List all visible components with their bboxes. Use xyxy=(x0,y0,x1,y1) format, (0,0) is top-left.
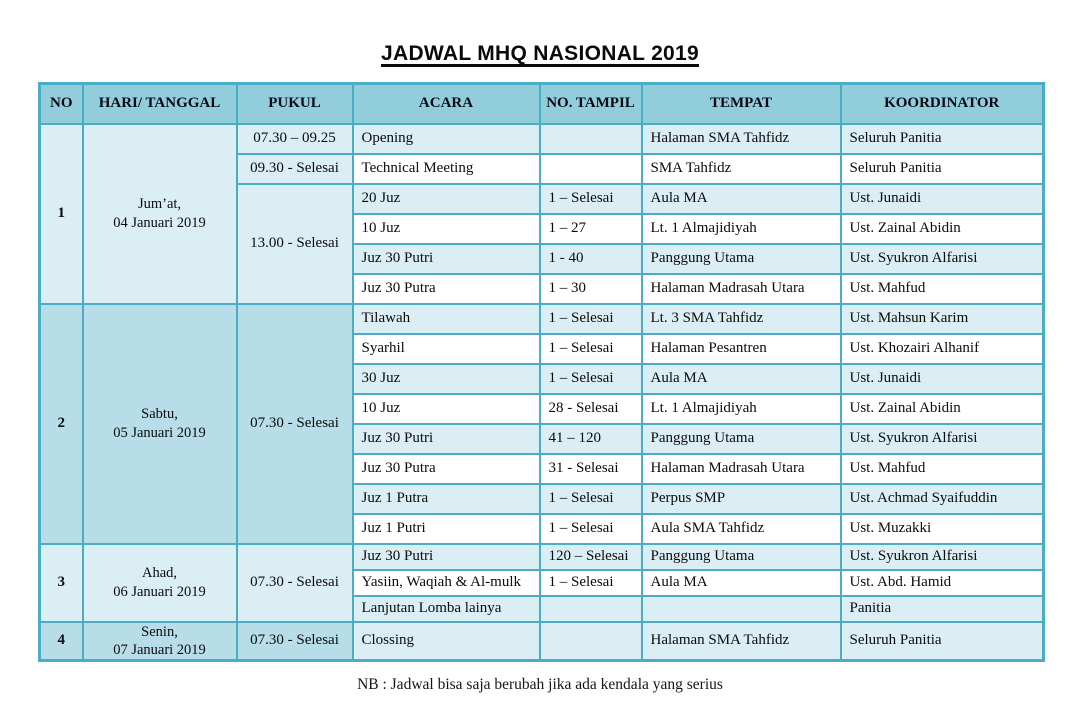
cell-pukul: 07.30 – 09.25 xyxy=(237,124,353,154)
cell-tampil xyxy=(540,124,642,154)
table-row xyxy=(40,124,1044,154)
table-row xyxy=(40,544,1044,570)
cell-tempat: Halaman Madrasah Utara xyxy=(642,454,841,484)
day-line: 07 Januari 2019 xyxy=(113,641,206,658)
cell-koordinator: Panitia xyxy=(841,596,1044,622)
column-header: PUKUL xyxy=(237,84,353,124)
column-header: TEMPAT xyxy=(642,84,841,124)
cell-acara: 10 Juz xyxy=(353,214,540,244)
cell-koordinator: Seluruh Panitia xyxy=(841,154,1044,184)
cell-tampil: 1 – Selesai xyxy=(540,184,642,214)
column-header: KOORDINATOR xyxy=(841,84,1044,124)
table-header xyxy=(40,84,1044,124)
cell-tempat: Panggung Utama xyxy=(642,244,841,274)
cell-koordinator: Ust. Mahfud xyxy=(841,454,1044,484)
cell-tempat: Panggung Utama xyxy=(642,544,841,570)
cell-koordinator: Ust. Zainal Abidin xyxy=(841,394,1044,424)
table-row xyxy=(40,304,1044,334)
cell-acara: 20 Juz xyxy=(353,184,540,214)
cell-no: 3 xyxy=(40,544,83,622)
cell-tampil xyxy=(540,154,642,184)
cell-acara: Juz 1 Putri xyxy=(353,514,540,544)
cell-tempat: Halaman Pesantren xyxy=(642,334,841,364)
cell-tampil: 120 – Selesai xyxy=(540,544,642,570)
cell-acara: Tilawah xyxy=(353,304,540,334)
cell-tampil: 1 – 30 xyxy=(540,274,642,304)
day-line: Senin, xyxy=(141,623,178,640)
cell-acara: Lanjutan Lomba lainya xyxy=(353,596,540,622)
cell-day xyxy=(83,544,237,622)
cell-pukul: 07.30 - Selesai xyxy=(237,304,353,544)
cell-acara: 10 Juz xyxy=(353,394,540,424)
cell-day xyxy=(83,622,237,661)
cell-acara: Syarhil xyxy=(353,334,540,364)
cell-day xyxy=(83,304,237,544)
cell-tampil: 1 – Selesai xyxy=(540,334,642,364)
cell-koordinator: Ust. Muzakki xyxy=(841,514,1044,544)
cell-tempat: Lt. 3 SMA Tahfidz xyxy=(642,304,841,334)
cell-tampil: 31 - Selesai xyxy=(540,454,642,484)
column-header: ACARA xyxy=(353,84,540,124)
cell-tampil: 1 – Selesai xyxy=(540,484,642,514)
cell-tempat: Halaman SMA Tahfidz xyxy=(642,124,841,154)
cell-koordinator: Ust. Syukron Alfarisi xyxy=(841,424,1044,454)
cell-acara: Opening xyxy=(353,124,540,154)
day-line: 06 Januari 2019 xyxy=(113,583,206,600)
cell-tampil: 1 – Selesai xyxy=(540,514,642,544)
table-body xyxy=(40,124,1044,661)
cell-pukul: 09.30 - Selesai xyxy=(237,154,353,184)
cell-tempat: Aula MA xyxy=(642,184,841,214)
cell-koordinator: Ust. Zainal Abidin xyxy=(841,214,1044,244)
cell-koordinator: Ust. Abd. Hamid xyxy=(841,570,1044,596)
day-line: Jum’at, xyxy=(137,196,182,213)
cell-koordinator: Ust. Junaidi xyxy=(841,184,1044,214)
header-row xyxy=(40,84,1044,124)
day-line: 05 Januari 2019 xyxy=(113,424,206,441)
cell-day xyxy=(83,124,237,304)
cell-tampil xyxy=(540,622,642,661)
cell-koordinator: Ust. Junaidi xyxy=(841,364,1044,394)
cell-tampil: 28 - Selesai xyxy=(540,394,642,424)
cell-koordinator: Ust. Mahfud xyxy=(841,274,1044,304)
day-line: Ahad, xyxy=(141,565,178,582)
cell-tempat: Panggung Utama xyxy=(642,424,841,454)
cell-acara: Juz 30 Putri xyxy=(353,544,540,570)
cell-tampil: 1 – Selesai xyxy=(540,364,642,394)
cell-acara: Yasiin, Waqiah & Al-mulk xyxy=(353,570,540,596)
table-row xyxy=(40,622,1044,661)
cell-tampil: 1 – 27 xyxy=(540,214,642,244)
cell-tempat: Perpus SMP xyxy=(642,484,841,514)
column-header: NO. TAMPIL xyxy=(540,84,642,124)
schedule-table xyxy=(38,82,1045,662)
cell-no: 4 xyxy=(40,622,83,661)
cell-koordinator: Ust. Syukron Alfarisi xyxy=(841,244,1044,274)
cell-acara: 30 Juz xyxy=(353,364,540,394)
cell-tempat: Lt. 1 Almajidiyah xyxy=(642,394,841,424)
cell-acara: Juz 1 Putra xyxy=(353,484,540,514)
cell-tampil: 1 - 40 xyxy=(540,244,642,274)
cell-no: 1 xyxy=(40,124,83,304)
column-header: NO xyxy=(40,84,83,124)
cell-tempat: Halaman SMA Tahfidz xyxy=(642,622,841,661)
cell-acara: Juz 30 Putri xyxy=(353,424,540,454)
cell-pukul: 07.30 - Selesai xyxy=(237,622,353,661)
cell-tampil: 1 – Selesai xyxy=(540,570,642,596)
cell-koordinator: Ust. Syukron Alfarisi xyxy=(841,544,1044,570)
cell-tampil: 1 – Selesai xyxy=(540,304,642,334)
cell-tempat: Aula MA xyxy=(642,364,841,394)
day-line: Sabtu, xyxy=(141,406,178,423)
cell-koordinator: Seluruh Panitia xyxy=(841,124,1044,154)
column-header: HARI/ TANGGAL xyxy=(83,84,237,124)
cell-koordinator: Ust. Mahsun Karim xyxy=(841,304,1044,334)
cell-tempat: Aula MA xyxy=(642,570,841,596)
cell-tempat xyxy=(642,596,841,622)
cell-tempat: Lt. 1 Almajidiyah xyxy=(642,214,841,244)
cell-pukul: 13.00 - Selesai xyxy=(237,184,353,304)
footer-note: NB : Jadwal bisa saja berubah jika ada kendala yang serius xyxy=(357,676,723,693)
cell-acara: Juz 30 Putra xyxy=(353,454,540,484)
cell-koordinator: Ust. Achmad Syaifuddin xyxy=(841,484,1044,514)
cell-acara: Juz 30 Putri xyxy=(353,244,540,274)
cell-no: 2 xyxy=(40,304,83,544)
cell-tampil xyxy=(540,596,642,622)
day-line: 04 Januari 2019 xyxy=(113,214,206,231)
cell-tempat: SMA Tahfidz xyxy=(642,154,841,184)
cell-tempat: Halaman Madrasah Utara xyxy=(642,274,841,304)
cell-acara: Juz 30 Putra xyxy=(353,274,540,304)
cell-acara: Clossing xyxy=(353,622,540,661)
cell-koordinator: Ust. Khozairi Alhanif xyxy=(841,334,1044,364)
cell-pukul: 07.30 - Selesai xyxy=(237,544,353,622)
cell-koordinator: Seluruh Panitia xyxy=(841,622,1044,661)
document-title: JADWAL MHQ NASIONAL 2019 xyxy=(381,42,699,65)
cell-tempat: Aula SMA Tahfidz xyxy=(642,514,841,544)
cell-tampil: 41 – 120 xyxy=(540,424,642,454)
cell-acara: Technical Meeting xyxy=(353,154,540,184)
